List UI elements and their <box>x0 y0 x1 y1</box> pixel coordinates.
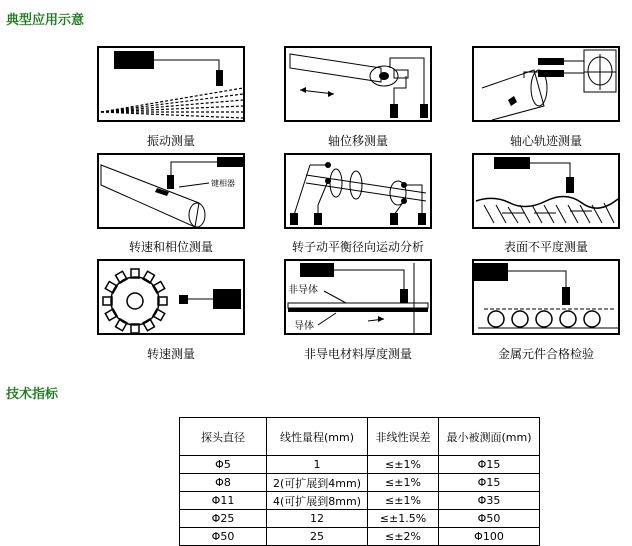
caption-speed: 转速测量 <box>146 347 195 361</box>
panel-orbit <box>472 46 620 122</box>
panel-rotor <box>284 153 432 229</box>
panel-speed <box>97 259 245 335</box>
cell: ≤±2% <box>368 528 439 546</box>
keyphasor-label: 键相器 <box>211 179 235 188</box>
cell: Φ8 <box>180 474 267 492</box>
applications-title: 典型应用示意 <box>6 13 85 28</box>
panel-vibration <box>97 46 245 122</box>
keyphasor-diagram <box>99 155 243 227</box>
caption-orbit: 轴心轨迹测量 <box>509 134 582 148</box>
cell: ≤±1% <box>368 456 439 474</box>
table-row <box>180 456 540 474</box>
cell: Φ15 <box>439 456 540 474</box>
table-row <box>180 510 540 528</box>
cell: Φ25 <box>180 510 267 528</box>
panel-axial <box>284 46 432 122</box>
cell: ≤±1% <box>368 492 439 510</box>
table-row <box>180 528 540 546</box>
cell: Φ100 <box>439 528 540 546</box>
spec-table <box>179 417 540 546</box>
nonconductor-label: 非导体 <box>288 285 318 296</box>
cell: Φ50 <box>180 528 267 546</box>
header-linear-range: 线性量程(mm) <box>267 418 368 456</box>
cell: Φ35 <box>439 492 540 510</box>
caption-keyphasor: 转速和相位测量 <box>128 240 213 254</box>
cell: Φ11 <box>180 492 267 510</box>
orbit-diagram <box>474 48 618 120</box>
panel-inspection <box>472 259 620 335</box>
table-row <box>180 474 540 492</box>
cell: ≤±1.5% <box>368 510 439 528</box>
conductor-label: 导体 <box>294 321 314 332</box>
panel-surface <box>472 153 620 229</box>
rotor-diagram <box>286 155 430 227</box>
spec-header-row <box>180 418 540 456</box>
caption-rotor: 转子动平衡径向运动分析 <box>291 240 424 254</box>
cell: 4(可扩展到8mm) <box>267 492 368 510</box>
caption-axial: 轴位移测量 <box>327 134 388 148</box>
caption-vibration: 振动测量 <box>146 134 195 148</box>
inspection-diagram <box>474 261 618 333</box>
table-row <box>180 492 540 510</box>
vibration-diagram <box>99 48 243 120</box>
header-nonlinearity: 非线性误差 <box>368 418 439 456</box>
caption-surface: 表面不平度测量 <box>503 240 588 254</box>
cell: 2(可扩展到4mm) <box>267 474 368 492</box>
header-min-surface: 最小被测面(mm) <box>439 418 540 456</box>
panel-thickness <box>284 259 432 335</box>
cell: 12 <box>267 510 368 528</box>
panel-keyphasor <box>97 153 245 229</box>
axial-diagram <box>286 48 430 120</box>
cell: 25 <box>267 528 368 546</box>
surface-diagram <box>474 155 618 227</box>
caption-inspection: 金属元件合格检验 <box>497 347 594 361</box>
header-probe-diameter: 探头直径 <box>180 418 267 456</box>
cell: Φ5 <box>180 456 267 474</box>
caption-thickness: 非导电材料厚度测量 <box>303 347 412 361</box>
cell: Φ15 <box>439 474 540 492</box>
cell: Φ50 <box>439 510 540 528</box>
thickness-diagram <box>286 261 430 333</box>
cell: 1 <box>267 456 368 474</box>
cell: ≤±1% <box>368 474 439 492</box>
specs-title: 技术指标 <box>6 387 59 402</box>
speed-diagram <box>99 261 243 333</box>
